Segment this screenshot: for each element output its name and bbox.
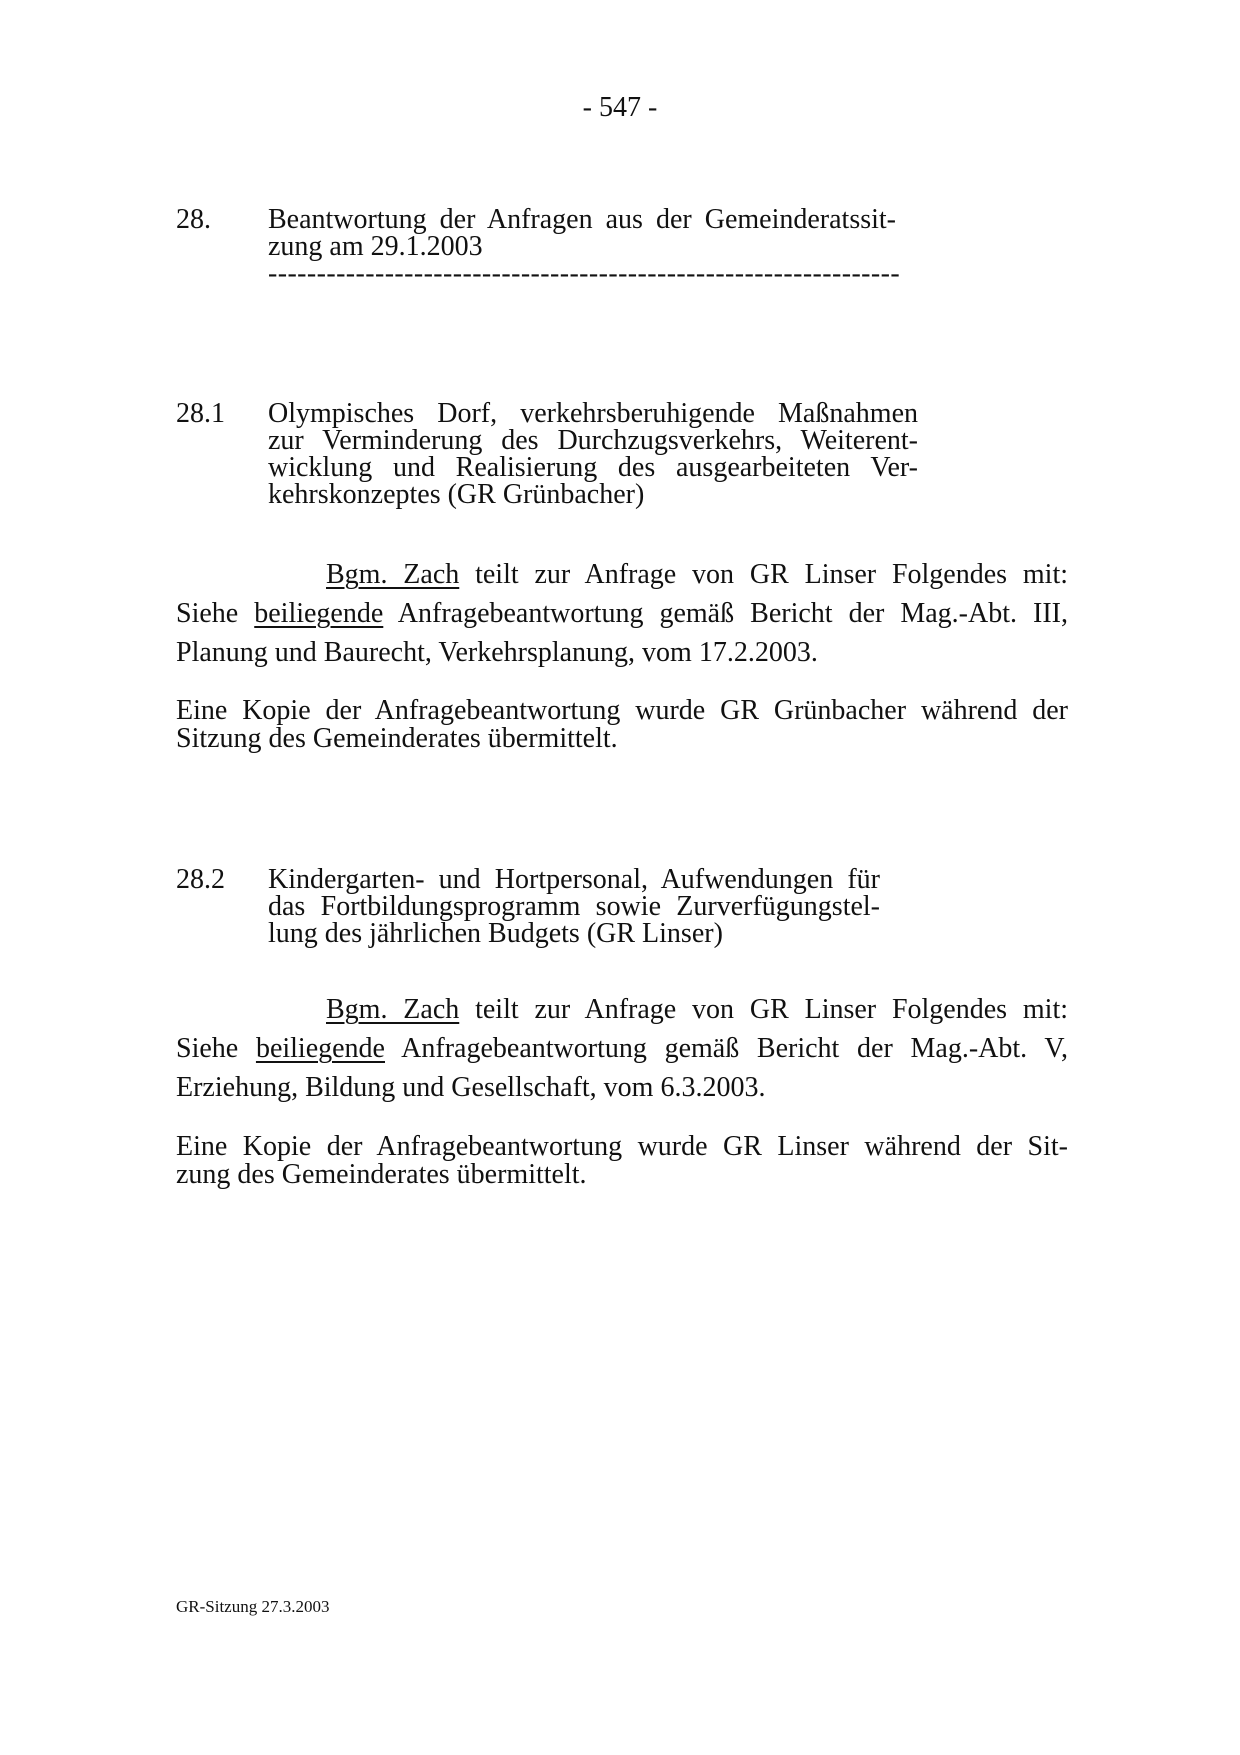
answer-text: Siehe [176, 598, 255, 629]
answer-paragraph [176, 555, 1068, 672]
page-number: - 547 - [582, 92, 658, 123]
section-title [268, 866, 880, 947]
copy-note-line: Eine Kopie der Anfragebeantwortung wurde GR Grünbacher während der [176, 695, 1068, 726]
section-title-line: Beantwortung der Anfragen aus der Gemeinderatssit- [268, 204, 896, 235]
section-number: 28. [176, 204, 211, 235]
speaker-name: Bgm. Zach [326, 994, 460, 1025]
section-title-line: Kindergarten- und Hortpersonal, Aufwendungen für [268, 864, 880, 895]
answer-paragraph [176, 990, 1068, 1107]
section-28-heading [176, 206, 916, 296]
answer-text: Anfragebeantwortung gemäß Bericht der Mag.-Abt. III, [383, 598, 1068, 629]
answer-line: Erziehung, Bildung und Gesellschaft, vom 6.3.2003. [176, 1072, 766, 1103]
answer-text: teilt zur Anfrage von GR Linser Folgendes mit: [459, 994, 1068, 1025]
answer-line [176, 594, 1068, 633]
answer-text: Siehe [176, 1033, 256, 1064]
section-title-line: das Fortbildungsprogramm sowie Zurverfügungstel- [268, 891, 880, 922]
answer-text: teilt zur Anfrage von GR Linser Folgendes mit: [459, 559, 1068, 590]
section-title-line: Olympisches Dorf, verkehrsberuhigende Maßnahmen [268, 398, 918, 429]
copy-note-line: zung des Gemeinderates übermittelt. [176, 1159, 587, 1190]
answer-line [176, 990, 1068, 1029]
section-28-1-heading [176, 400, 916, 515]
copy-note-line: Eine Kopie der Anfragebeantwortung wurde GR Linser während der Sit- [176, 1131, 1068, 1162]
section-28-2-heading [176, 866, 916, 956]
section-number: 28.1 [176, 398, 225, 429]
section-title-line: kehrskonzeptes (GR Grünbacher) [268, 479, 645, 510]
answer-text: Anfragebeantwortung gemäß Bericht der Mag.-Abt. V, [385, 1033, 1068, 1064]
attachment-reference: beiliegende [255, 1033, 385, 1064]
answer-line: Planung und Baurecht, Verkehrsplanung, vom 17.2.2003. [176, 637, 818, 668]
section-number: 28.2 [176, 864, 225, 895]
answer-line [176, 555, 1068, 594]
section-title-line: zur Verminderung des Durchzugsverkehrs, Weiterent- [268, 425, 918, 456]
section-title-line: wicklung und Realisierung des ausgearbeiteten Ver- [268, 452, 918, 483]
section-title-line: zung am 29.1.2003 [268, 231, 483, 262]
footer: GR-Sitzung 27.3.2003 [176, 1597, 330, 1616]
copy-note [176, 697, 1068, 753]
copy-note-line: Sitzung des Gemeinderates übermittelt. [176, 723, 618, 754]
answer-line [176, 1029, 1068, 1068]
attachment-reference: beiliegende [254, 598, 384, 629]
section-title-line: lung des jährlichen Budgets (GR Linser) [268, 918, 723, 949]
copy-note [176, 1133, 1068, 1189]
speaker-name: Bgm. Zach [326, 559, 460, 590]
section-title [268, 206, 916, 287]
section-title [268, 400, 918, 508]
section-separator: ----------------------------------------------------------------- [268, 258, 901, 289]
